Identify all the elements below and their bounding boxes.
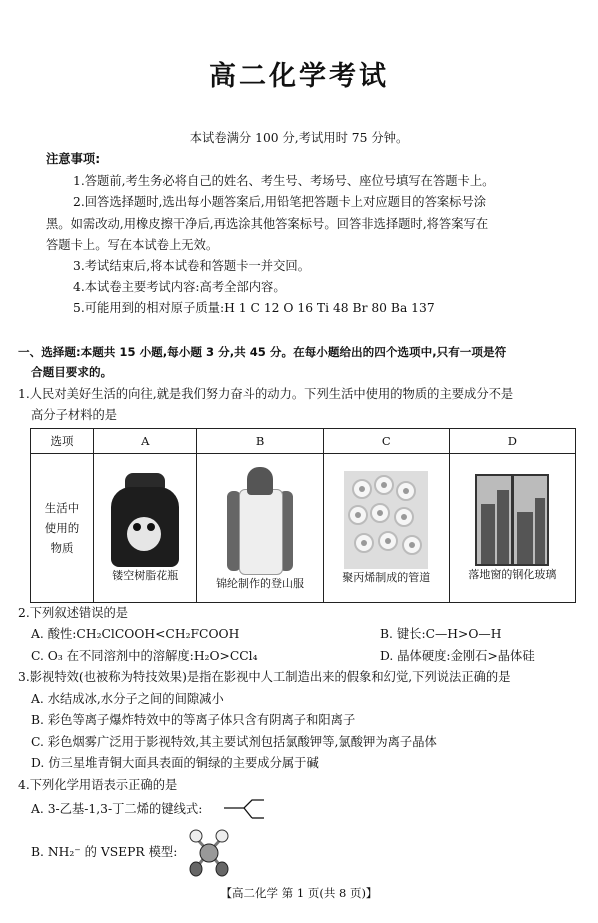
table-header-cell: B bbox=[197, 429, 323, 454]
skeletal-formula-diagram bbox=[222, 796, 266, 822]
notice-line: 4.本试卷主要考试内容:高考全部内容。 bbox=[73, 280, 286, 294]
question-4-option-a: A. 3-乙基-1,3-丁二烯的键线式: bbox=[31, 802, 203, 816]
row-label: 使用的 bbox=[44, 521, 80, 535]
section-heading: 一、选择题:本题共 15 小题,每小题 3 分,共 45 分。在每小题给出的四个选项中,只有一项是符 bbox=[18, 345, 507, 359]
vase-image bbox=[109, 473, 181, 567]
option-caption: 镂空树脂花瓶 bbox=[112, 569, 179, 582]
question-2-option-d: D. 晶体硬度:金刚石>晶体硅 bbox=[380, 649, 535, 663]
question-2-option-a: A. 酸性:CH₂ClCOOH<CH₂FCOOH bbox=[31, 627, 240, 641]
question-3-option-a: A. 水结成冰,水分子之间的间隙减小 bbox=[31, 692, 224, 706]
page-title: 高二化学考试 bbox=[209, 61, 389, 92]
question-3-option-d: D. 仿三星堆青铜大面具表面的铜绿的主要成分属于碱 bbox=[31, 756, 319, 770]
option-caption: 锦纶制作的登山服 bbox=[216, 577, 305, 590]
notice-line: 2.回答选择题时,选出每小题答案后,用铅笔把答题卡上对应题目的答案标号涂 bbox=[73, 195, 487, 209]
table-row bbox=[31, 454, 576, 603]
table-header-cell: A bbox=[94, 429, 197, 454]
question-1-options-table bbox=[30, 428, 576, 603]
question-2-option-b: B. 键长:C—H>O—H bbox=[380, 627, 502, 641]
jacket-image bbox=[225, 465, 295, 575]
question-2-stem: 2.下列叙述错误的是 bbox=[18, 606, 129, 620]
row-label-cell bbox=[31, 454, 94, 603]
table-header-row bbox=[31, 429, 576, 454]
notice-line: 答题卡上。写在本试卷上无效。 bbox=[46, 238, 219, 252]
table-header-cell: C bbox=[323, 429, 449, 454]
exam-info: 本试卷满分 100 分,考试用时 75 分钟。 bbox=[189, 131, 409, 145]
question-1-stem: 1.人民对美好生活的向往,就是我们努力奋斗的动力。下列生活中使用的物质的主要成分不是 bbox=[18, 387, 514, 401]
notice-line: 3.考试结束后,将本试卷和答题卡一并交回。 bbox=[73, 259, 310, 273]
option-b-cell bbox=[197, 454, 323, 603]
page-footer: 【高二化学 第 1 页(共 8 页)】 bbox=[220, 886, 378, 900]
window-image bbox=[475, 474, 549, 566]
row-label: 物质 bbox=[50, 541, 74, 555]
option-a-cell bbox=[94, 454, 197, 603]
notice-heading: 注意事项: bbox=[46, 152, 101, 166]
question-2-option-c: C. O₃ 在不同溶剂中的溶解度:H₂O>CCl₄ bbox=[31, 649, 258, 663]
notice-line: 5.可能用到的相对原子质量:H 1 C 12 O 16 Ti 48 Br 80 Ba 137 bbox=[73, 301, 435, 315]
table-header-cell: 选项 bbox=[31, 429, 94, 454]
option-caption: 落地窗的钢化玻璃 bbox=[468, 568, 557, 581]
notice-line: 黑。如需改动,用橡皮擦干净后,再选涂其他答案标号。回答非选择题时,将答案写在 bbox=[46, 217, 489, 231]
section-heading-cont: 合题目要求的。 bbox=[31, 365, 113, 379]
question-3-option-c: C. 彩色烟雾广泛用于影视特效,其主要试剂包括氯酸钾等,氯酸钾为离子晶体 bbox=[31, 735, 437, 749]
question-3-option-b: B. 彩色等离子爆炸特效中的等离子体只含有阴离子和阳离子 bbox=[31, 713, 356, 727]
question-3-stem: 3.影视特效(也被称为特技效果)是指在影视中人工制造出来的假象和幻觉,下列说法正确的是 bbox=[18, 670, 511, 684]
question-4-stem: 4.下列化学用语表示正确的是 bbox=[18, 778, 178, 792]
pipes-image bbox=[344, 471, 428, 569]
table-header-cell: D bbox=[449, 429, 575, 454]
vsepr-model-diagram bbox=[186, 826, 232, 878]
question-4-option-b: B. NH₂⁻ 的 VSEPR 模型: bbox=[31, 845, 178, 859]
option-c-cell bbox=[323, 454, 449, 603]
row-label: 生活中 bbox=[44, 501, 80, 515]
option-caption: 聚丙烯制成的管道 bbox=[342, 571, 431, 584]
question-1-stem-cont: 高分子材料的是 bbox=[31, 408, 118, 422]
option-d-cell bbox=[449, 454, 575, 603]
notice-line: 1.答题前,考生务必将自己的姓名、考生号、考场号、座位号填写在答题卡上。 bbox=[73, 174, 495, 188]
